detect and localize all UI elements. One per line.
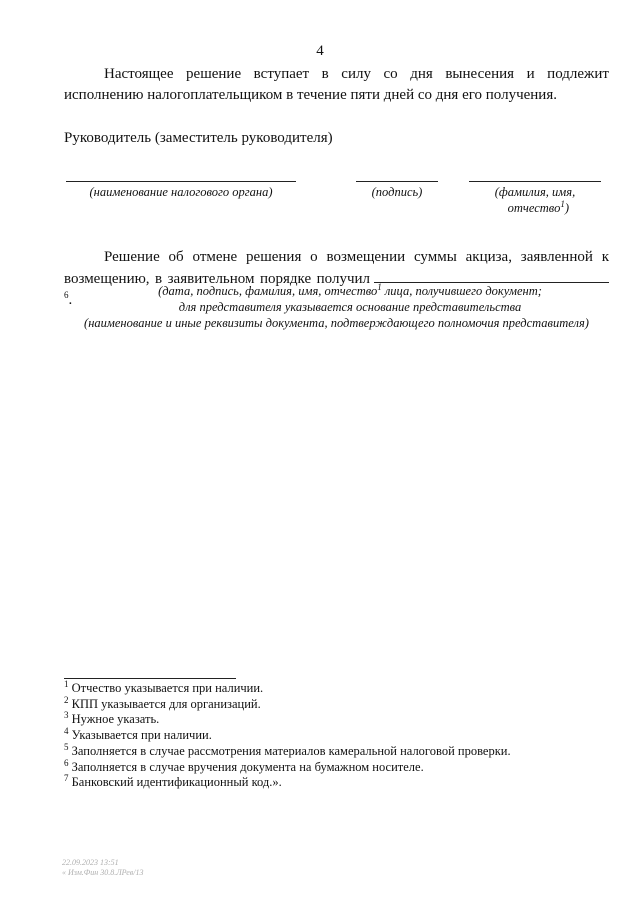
- footnote-text: Заполняется в случае рассмотрения материалов камеральной налоговой проверки.: [71, 743, 511, 758]
- footnote-number: 7: [64, 773, 69, 784]
- footnote-text: Отчество указывается при наличии.: [71, 681, 264, 695]
- footnote-text: КПП указывается для организаций.: [71, 696, 261, 711]
- footnote-item: [64, 694, 584, 713]
- footnote-ref: 6: [64, 290, 69, 300]
- footnote-number: 5: [64, 741, 69, 752]
- footnote-item: [64, 678, 584, 697]
- period: .: [68, 292, 73, 308]
- name-caption-text: отчество: [507, 201, 561, 215]
- footnote-ref: 1: [377, 281, 382, 292]
- footnote-item: [64, 712, 584, 728]
- receipt-caption-line3: (наименование и иные реквизиты документа, подтверждающего полномочия представителя): [84, 316, 589, 330]
- footnote-number: 4: [64, 725, 69, 736]
- tax-authority-line: [66, 181, 296, 182]
- footnote-divider: [64, 678, 236, 679]
- footnote-item: [64, 775, 584, 791]
- name-caption-line2: [469, 200, 569, 217]
- receipt-caption-text: лица, получившего документ;: [381, 284, 542, 298]
- footnote-text: Указывается при наличии.: [71, 728, 212, 743]
- head-label: Руководитель (заместитель руководителя): [64, 130, 333, 146]
- footnotes: [64, 678, 584, 791]
- footnote-text: Заполняется в случае вручения документа на бумажном носителе.: [71, 759, 424, 774]
- stamp-line: « Изм.Фин 30.8.ЛРев/13: [62, 868, 144, 877]
- receipt-caption-line2: для представителя указывается основание представительства: [178, 300, 522, 314]
- paragraph-line: Решение об отмене решения о возмещении суммы акциза, заявленной к: [104, 249, 609, 265]
- signature-caption: (подпись): [371, 185, 423, 199]
- footnote-number: 3: [64, 710, 69, 721]
- footnote-number: 6: [64, 757, 69, 768]
- receipt-caption-text: (дата, подпись, фамилия, имя, отчество: [158, 284, 378, 298]
- footnote-text: Банковский идентификационный код.».: [71, 775, 282, 790]
- signature-line: [356, 181, 438, 182]
- page-number: 4: [316, 43, 324, 59]
- effective-date-paragraph: [64, 64, 609, 106]
- footnote-text: Нужное указать.: [71, 712, 160, 727]
- tax-authority-caption: (наименование налогового органа): [89, 185, 273, 199]
- paragraph-line: исполнению налогоплательщиком в течение пяти дней со дня его получения.: [64, 87, 557, 103]
- name-caption-close: ): [564, 201, 569, 215]
- receipt-blank-line: [374, 268, 609, 283]
- stamp-line: 22.09.2023 13:51: [62, 858, 119, 867]
- name-caption-line1: (фамилия, имя,: [494, 185, 576, 199]
- footnote-ref: 1: [560, 198, 565, 209]
- footnote-number: 2: [64, 694, 69, 705]
- document-stamp: [62, 858, 143, 878]
- name-line: [469, 181, 601, 182]
- footnote-number: 1: [64, 678, 69, 689]
- paragraph-line: Настоящее решение вступает в силу со дня вынесения и подлежит: [104, 66, 609, 82]
- received-text: возмещению, в заявительном порядке получил: [64, 271, 370, 287]
- footnote-item: [64, 757, 584, 776]
- footnote-item: [64, 741, 584, 760]
- footnote-item: [64, 725, 584, 744]
- receipt-caption-line1: [100, 283, 600, 300]
